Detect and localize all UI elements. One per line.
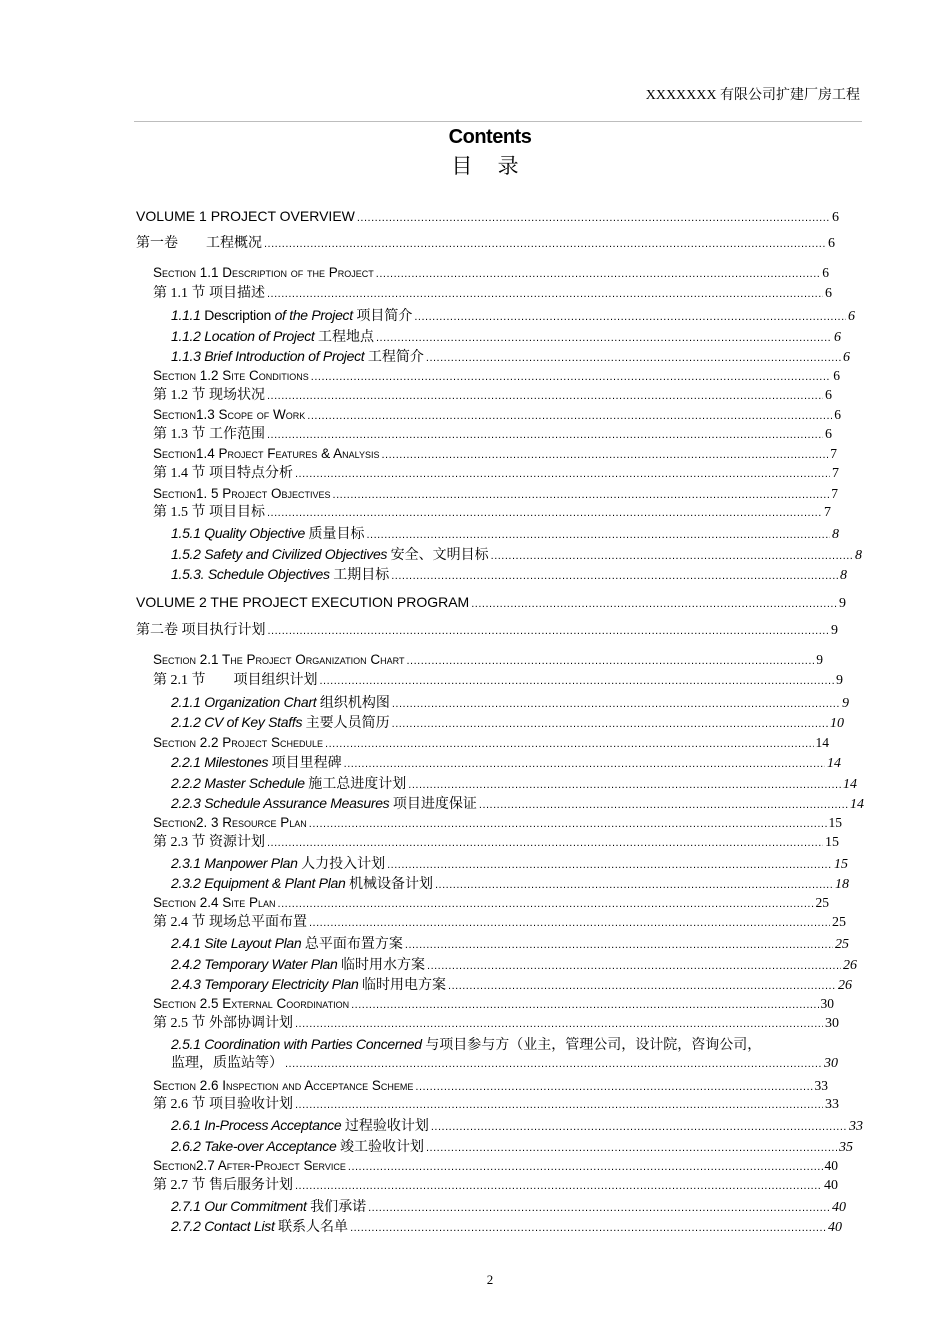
toc-entry-page: 9 [839,596,846,611]
toc-entry[interactable] [153,833,839,853]
toc-entry-title-cn: 临时用电方案 [358,978,447,993]
toc-entry-page: 14 [827,756,841,771]
toc-entry[interactable] [171,933,849,953]
header-company-text: XXXXXXX 有限公司扩建厂房工程 [645,88,860,103]
toc-entry-page: 35 [839,1140,853,1155]
toc-entry-page: 7 [830,446,837,461]
toc-entry[interactable] [153,671,843,691]
toc-entry-title-en: 2.1.2 CV of Key Staffs [171,714,303,730]
toc-entry-page: 9 [842,696,849,711]
toc-entry-title: 第 1.1 节 项目描述 [153,286,265,301]
toc-entry-title-cn: 与项目参与方（业主，管理公司，设计院，咨询公司， [421,1038,762,1053]
toc-entry[interactable] [153,1095,839,1115]
toc-leader-dots [435,875,833,893]
toc-leader-dots [391,566,838,584]
toc-entry[interactable] [171,346,850,366]
toc-entry-title: 第 2.1 节 项目组织计划 [153,673,318,688]
toc-entry-title-en: 2.3.1 Manpower Plan [171,855,298,871]
toc-entry[interactable] [171,1034,761,1054]
toc-entry-title: 第 1.2 节 现场状况 [153,388,265,403]
toc-entry-page: 40 [828,1220,842,1235]
toc-entry-title-cn: 施工总进度计划 [304,777,407,792]
toc-leader-dots [351,995,818,1014]
toc-entry-title [171,974,446,994]
toc-entry-title-en: 2.4.1 Site Layout Plan [171,935,302,951]
toc-entry-page: 8 [840,568,847,583]
toc-entry-title-cn: 监理，质监站等） [171,1056,283,1071]
toc-leader-dots [309,913,830,933]
toc-entry-page: 6 [832,210,839,225]
toc-entry-title: 第 1.3 节 工作范围 [153,427,265,442]
toc-entry-page: 40 [824,1178,838,1193]
toc-entry[interactable] [153,1076,828,1096]
toc-entry[interactable] [153,994,834,1014]
toc-entry[interactable] [171,712,844,732]
toc-entry-title-en: 2.7.2 Contact List [171,1218,275,1234]
toc-entry-page: 26 [843,958,857,973]
toc-leader-dots [267,503,822,523]
toc-entry-title: Section 1.2 Site Conditions [153,368,309,383]
toc-leader-dots [415,1077,812,1096]
toc-leader-dots [366,525,830,543]
toc-leader-dots [471,594,837,612]
toc-entry-page: 14 [843,777,857,792]
toc-entry-title [171,305,412,325]
toc-entry-title [171,954,425,974]
toc-entry-title: 第 2.4 节 现场总平面布置 [153,915,307,930]
toc-entry[interactable] [153,263,829,283]
toc-entry-page: 6 [843,350,850,365]
toc-entry-title: 第二卷 项目执行计划 [136,623,266,638]
toc-leader-dots [414,307,846,325]
toc-entry[interactable] [171,1136,853,1156]
toc-entry-title-cn: 工期目标 [329,568,390,583]
toc-leader-dots [392,714,828,732]
toc-entry-page: 6 [825,427,832,442]
toc-entry-title-en: 2.2.3 Schedule Assurance Measures [171,795,390,811]
toc-entry[interactable] [171,523,839,543]
toc-entry-title [171,1196,366,1216]
toc-leader-dots [264,234,826,254]
toc-entry-title [171,873,433,893]
toc-entry-page: 6 [825,388,832,403]
toc-entry-title-en: 2.6.1 In-Process Acceptance [171,1117,342,1133]
toc-entry-title-cn: 机械设备计划 [345,877,433,892]
toc-entry-page: 15 [828,815,842,830]
toc-entry[interactable] [153,405,841,425]
toc-entry-title: Section1.4 Project Features & Analysis [153,446,380,461]
toc-leader-dots [311,367,831,386]
toc-entry-title-en: Description [200,307,275,323]
toc-leader-dots [348,1157,823,1176]
toc-leader-dots [479,795,848,813]
toc-entry-title [171,346,424,366]
toc-entry-title: Section1.3 Scope of Work [153,407,306,422]
toc-entry-title-en: 1.5.1 Quality Objective [171,525,305,541]
toc-entry-page: 40 [832,1200,846,1215]
toc-entry[interactable] [153,1156,838,1176]
toc-entry[interactable] [171,954,857,974]
toc-entry[interactable] [171,752,841,772]
toc-entry-title: Section2.7 After-Project Service [153,1158,346,1173]
toc-entry-title-en: 2.7.1 Our Commitment [171,1198,307,1214]
toc-entry-title-en: 1.1.1 [171,307,201,323]
toc-entry-title: 第 2.6 节 项目验收计划 [153,1097,293,1112]
toc-leader-dots [491,546,853,564]
toc-entry-title [171,793,477,813]
toc-entry-title [171,564,389,584]
toc-entry-title [171,692,390,712]
toc-leader-dots [295,464,830,484]
toc-entry[interactable] [171,974,852,994]
contents-title: Contents [448,126,532,148]
toc-entry[interactable] [153,464,839,484]
toc-entry-title-cn: 质量目标 [304,527,365,542]
toc-entry-title [171,1115,429,1135]
toc-entry[interactable] [153,386,832,406]
toc-entry-page: 7 [832,466,839,481]
toc-entry[interactable] [153,484,838,504]
toc-entry-page: 6 [822,265,829,280]
toc-entry-page: 30 [824,1056,838,1071]
toc-entry-page: 6 [834,330,841,345]
toc-entry[interactable] [171,853,848,873]
toc-entry[interactable] [153,913,846,933]
toc-entry-title [171,773,406,793]
toc-leader-dots [426,348,841,366]
toc-leader-dots [325,734,813,753]
toc-entry-title-en: 2.2.2 Master Schedule [171,775,305,791]
toc-entry-title-cn: 项目里程碑 [268,756,342,771]
toc-entry[interactable] [171,305,855,325]
toc-entry-title-cn: 项目简介 [352,309,413,324]
toc-leader-dots [295,1014,823,1034]
toc-entry-title [171,1216,348,1236]
toc-entry-page: 30 [825,1016,839,1031]
toc-entry-page: 9 [816,652,823,667]
toc-entry[interactable] [153,813,842,833]
toc-entry-page: 33 [825,1097,839,1112]
toc-entry-page: 14 [850,797,864,812]
page-number: 2 [486,1272,494,1287]
toc-entry-title: Section 2.4 Site Plan [153,895,276,910]
toc-entry-title-en: 2.3.2 Equipment & Plant Plan [171,875,346,891]
toc-entry-page: 8 [832,527,839,542]
toc-entry-page: 18 [835,877,849,892]
toc-entry-page: 7 [824,505,831,520]
toc-entry[interactable] [153,1014,839,1034]
toc-leader-dots [406,651,814,670]
toc-entry[interactable] [171,544,862,564]
toc-entry[interactable] [171,692,849,712]
toc-entry-page: 6 [825,286,832,301]
toc-entry-title-cn: 总平面布置方案 [301,937,403,952]
toc-leader-dots [267,833,823,853]
toc-leader-dots [381,445,828,464]
toc-entry-title [171,712,390,732]
toc-entry[interactable] [153,1176,838,1196]
toc-entry-title-cn: 竣工验收计划 [336,1140,424,1155]
toc-entry-title-en: 2.4.2 Temporary Water Plan [171,956,338,972]
toc-entry-title: Section 2.6 Inspection and Acceptance Scheme [153,1078,414,1093]
toc-leader-dots [285,1054,822,1074]
toc-entry-page: 6 [828,236,835,251]
toc-entry[interactable] [153,893,829,913]
toc-entry[interactable] [171,1216,842,1236]
toc-entry-title: 第 2.3 节 资源计划 [153,835,265,850]
toc-leader-dots [320,671,835,691]
toc-entry[interactable] [153,444,837,464]
toc-entry-title-cn: 我们承诺 [306,1200,367,1215]
toc-entry-page: 25 [835,937,849,952]
toc-entry-title [171,853,385,873]
toc-entry[interactable] [153,284,832,304]
toc-entry-title-en: 1.1.3 Brief Introduction of Project [171,348,365,364]
toc-leader-dots [448,976,836,994]
toc-entry-title-en: 2.6.2 Take-over Acceptance [171,1138,337,1154]
toc-entry-page: 6 [833,368,840,383]
toc-entry-title: 第一卷 工程概况 [136,236,262,251]
toc-leader-dots [387,855,832,873]
toc-entry-page: 40 [824,1158,838,1173]
toc-entry-title: Section2. 3 Resource Plan [153,815,307,830]
toc-entry-title: Section 1.1 Description of the Project [153,265,374,280]
toc-entry-title [171,326,374,346]
toc-entry-title-en: 2.2.1 Milestones [171,754,269,770]
toc-entry[interactable] [153,503,831,523]
toc-entry-page: 9 [836,673,843,688]
contents-title-cn: 目 录 [451,154,529,178]
toc-entry[interactable] [136,592,846,612]
toc-entry[interactable] [171,326,841,346]
toc-entry[interactable] [153,366,840,386]
toc-entry-title-en: 2.1.1 Organization Chart [171,694,317,710]
toc-leader-dots [278,894,814,913]
toc-leader-dots [426,1138,837,1156]
toc-leader-dots [368,1198,830,1216]
toc-entry[interactable] [171,1115,863,1135]
toc-entry-page: 14 [815,735,829,750]
toc-entry-title-cn: 安全、文明目标 [387,548,489,563]
toc-entry-title [171,1034,761,1054]
toc-entry[interactable] [153,650,823,670]
toc-leader-dots [357,208,830,226]
toc-entry-page: 8 [855,548,862,563]
toc-leader-dots [267,425,823,445]
toc-leader-dots [309,814,827,833]
toc-leader-dots [408,775,841,793]
toc-entry-title: 第 2.5 节 外部协调计划 [153,1016,293,1031]
toc-entry-page: 9 [831,623,838,638]
toc-entry[interactable] [171,1196,846,1216]
toc-entry-title [171,752,342,772]
toc-entry[interactable] [171,564,847,584]
toc-leader-dots [295,1176,822,1196]
toc-entry-title [171,544,489,564]
toc-entry[interactable] [136,234,835,254]
toc-entry-title-cn: 过程验收计划 [341,1119,429,1134]
toc-entry-title-en: of the Project [274,307,353,323]
toc-leader-dots [376,264,820,283]
toc-leader-dots [344,754,825,772]
toc-entry-title-cn: 主要人员简历 [302,716,390,731]
toc-entry-title [171,933,403,953]
toc-entry[interactable] [171,773,857,793]
toc-entry[interactable] [136,206,839,226]
toc-entry-continuation [171,1054,838,1074]
toc-entry[interactable] [136,621,838,641]
toc-entry-page: 7 [831,486,838,501]
toc-entry-title-cn: 临时用水方案 [337,958,426,973]
toc-leader-dots [376,328,832,346]
toc-entry-title: 第 2.7 节 售后服务计划 [153,1178,293,1193]
toc-entry-title [171,1136,424,1156]
toc-entry-page: 25 [832,915,846,930]
toc-entry-title [171,523,364,543]
toc-entry-title-cn: 组织机构图 [316,696,390,711]
toc-entry-title: Section 2.5 External Coordination [153,996,350,1011]
toc-entry-title-en: 2.4.3 Temporary Electricity Plan [171,976,359,992]
toc-entry-title: VOLUME 2 THE PROJECT EXECUTION PROGRAM [136,594,470,610]
toc-entry-title-cn: 工程简介 [364,350,424,365]
toc-entry-title-en: 1.5.2 Safety and Civilized Objectives [171,546,388,562]
toc-entry-title: 第 1.5 节 项目目标 [153,505,265,520]
toc-entry-title-cn: 人力投入计划 [297,857,386,872]
toc-entry-page: 6 [848,309,855,324]
toc-entry-page: 33 [814,1078,828,1093]
toc-leader-dots [392,694,840,712]
toc-entry-title-en: 1.1.2 Location of Project [171,328,315,344]
toc-entry[interactable] [153,733,829,753]
toc-entry-title-cn: 项目进度保证 [389,797,477,812]
toc-leader-dots [333,485,830,504]
toc-entry-title: Section 2.1 The Project Organization Chart [153,652,405,667]
toc-leader-dots [350,1218,826,1236]
toc-leader-dots [295,1095,823,1115]
toc-entry-title-cn: 联系人名单 [274,1220,349,1235]
toc-entry[interactable] [171,873,849,893]
toc-entry[interactable] [153,425,832,445]
toc-entry[interactable] [171,793,864,813]
toc-entry-page: 10 [830,716,844,731]
toc-entry-page: 33 [849,1119,863,1134]
toc-entry-page: 25 [815,895,829,910]
toc-entry-title-en: 2.5.1 Coordination with Parties Concerned [171,1036,422,1052]
toc-entry-title-en: 1.5.3. Schedule Objectives [171,566,330,582]
toc-leader-dots [267,386,823,406]
toc-entry-page: 30 [820,996,834,1011]
toc-leader-dots [267,284,823,304]
toc-entry-title-cn: 工程地点 [314,330,374,345]
toc-entry-page: 6 [834,407,841,422]
toc-entry-title: 第 1.4 节 项目特点分析 [153,466,293,481]
toc-entry-title: Section 2.2 Project Schedule [153,735,324,750]
toc-entry-title: VOLUME 1 PROJECT OVERVIEW [136,208,355,224]
toc-entry-page: 15 [834,857,848,872]
toc-leader-dots [427,956,841,974]
toc-entry-page: 26 [838,978,852,993]
toc-leader-dots [405,935,833,953]
toc-leader-dots [431,1117,847,1135]
toc-entry-page: 15 [825,835,839,850]
toc-entry-title: Section1. 5 Project Objectives [153,486,331,501]
toc-leader-dots [268,621,830,641]
toc-leader-dots [307,406,832,425]
